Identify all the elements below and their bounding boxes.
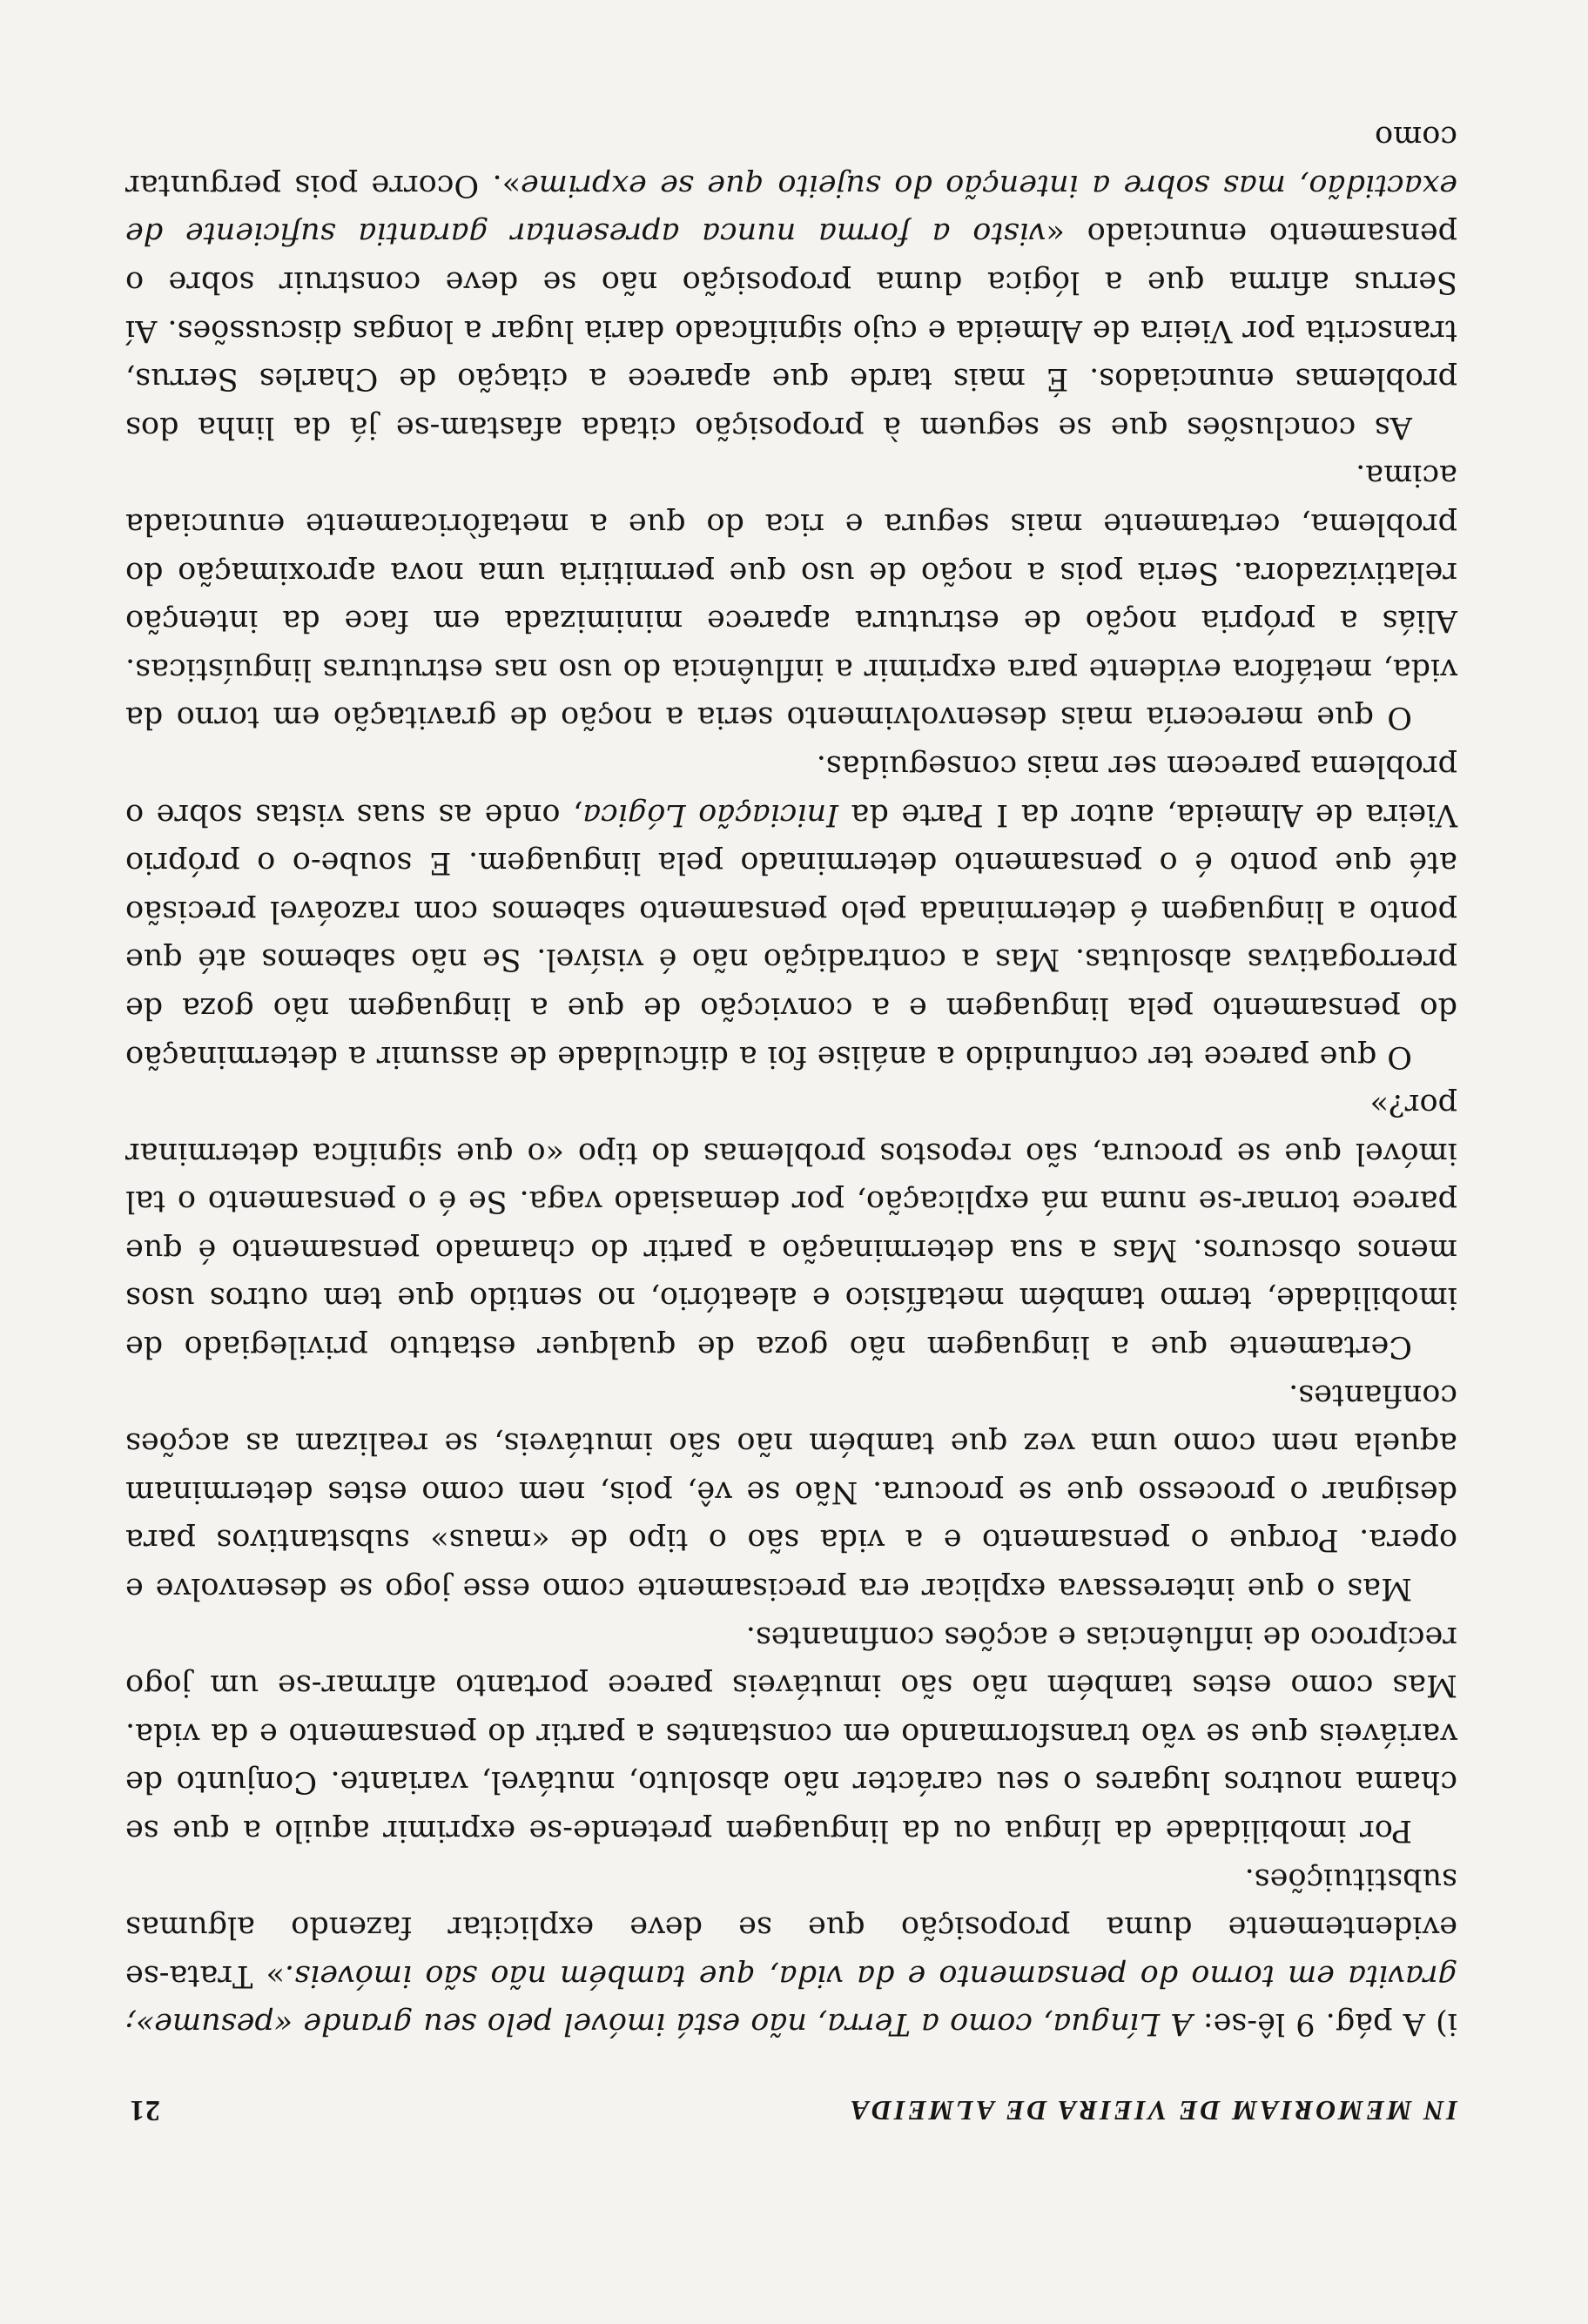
- italic-text: Iniciação Lógica: [582, 796, 838, 832]
- paragraph: [125, 112, 1457, 451]
- running-header: [125, 2086, 1457, 2134]
- italic-text: visto a forma nunca apresentar garantia suficiente de exactidão, mas sobre a intenção do sujeito que se exprime: [125, 167, 1457, 252]
- italic-text: A Língua, como a Terra, não está imóvel pelo seu grande «pesume»; gravita em torno do pensamento e da vida, que também não são imóveis.: [125, 1958, 1457, 2042]
- text-run: i) A pág. 9 lê-se:: [1192, 2006, 1457, 2042]
- paragraph: [125, 1080, 1457, 1371]
- paragraph: [125, 451, 1457, 742]
- document-page: [125, 112, 1457, 2134]
- text-run: Por imobilidade da língua ou da linguagem pretende-se exprimir aquilo a que se chama noutros lugares o seu carácter não absoluto, mutável, variante. Conjunto de variáveis que se vão transformando em constantes a partir do pensamento e da vida. Mas como estes também não são imutáveis parece portanto afirmar-se um jogo recíproco de influências e acções confinantes.: [125, 1619, 1457, 1849]
- paragraph: [125, 741, 1457, 1079]
- text-run: , onde as suas vistas sobre o problema parecem ser mais conseguidas.: [125, 748, 1457, 832]
- paragraph: [125, 1370, 1457, 1612]
- body-text: [125, 112, 1457, 2048]
- text-run: Mas o que interessava explicar era precisamente como esse jogo se desenvolve e opera. Porque o pensamento e a vida são o tipo de «maus» substantivos para designar o processo que se procura. Não se vê, pois, nem como estes determinam aquela nem como uma vez que também não são imutáveis, se realizam as acções confiantes.: [125, 1377, 1457, 1607]
- text-run: » Trata-se evidentemente duma proposição que se deve explicitar fazendo algumas substituições.: [125, 1861, 1457, 1993]
- paragraph: [125, 1612, 1457, 1854]
- text-run: As conclusões que se seguem à proposição citada afastam-se já da linha dos problemas enunciados. É mais tarde que aparece a citação de Charles Serrus, transcrita por Vieira de Almeida e cujo significado daria lugar a longas discussões. Aí Serrus afirma que a lógica duma proposição não se deve construir sobre o pensamento enunciado «: [125, 216, 1457, 445]
- text-run: Certamente que a linguagem não goza de qualquer estatuto privilegiado de imobilidade, termo também metafísico e aleatório, no sentido que tem outros usos menos obscuros. Mas a sua determinação a partir do chamado pensamento é que parece tornar-se numa má explicação, por demasiado vaga. Se é o pensamento o tal imóvel que se procura, são repostos problemas do tipo «o que significa determinar por?»: [125, 1087, 1457, 1365]
- text-run: O que merecería mais desenvolvimento seria a noção de gravitação em torno da vida, metáfora evidente para exprimir a influência do uso nas estruturas linguísticas. Aliás a própria noção de estrutura aparece minimizada em face da intenção relativizadora. Seria pois a noção de uso que permitiria uma nova aproximação do problema, certamente mais segura e rica do que a metafòricamente enunciada acima.: [125, 458, 1457, 735]
- paragraph: [125, 1854, 1457, 2047]
- text-run: O que parece ter confundido a análise foi a dificuldade de assumir a determinação do pensamento pela linguagem e a convicção de que a linguagem não goza de prerrogativas absolutas. Mas a contradição não é visível. Se não sabemos até que ponto a linguagem é determinada pelo pensamento sabemos com razoável precisão até que ponto é o pensamento determinado pela linguagem. E soube-o o próprio Vieira de Almeida, autor da I Parte da: [125, 796, 1457, 1074]
- text-run: ». Ocorre pois perguntar como: [125, 119, 1457, 203]
- page-number: 21: [129, 2094, 160, 2126]
- running-title: IN MEMORIAM DE VIEIRA DE ALMEIDA: [847, 2095, 1457, 2126]
